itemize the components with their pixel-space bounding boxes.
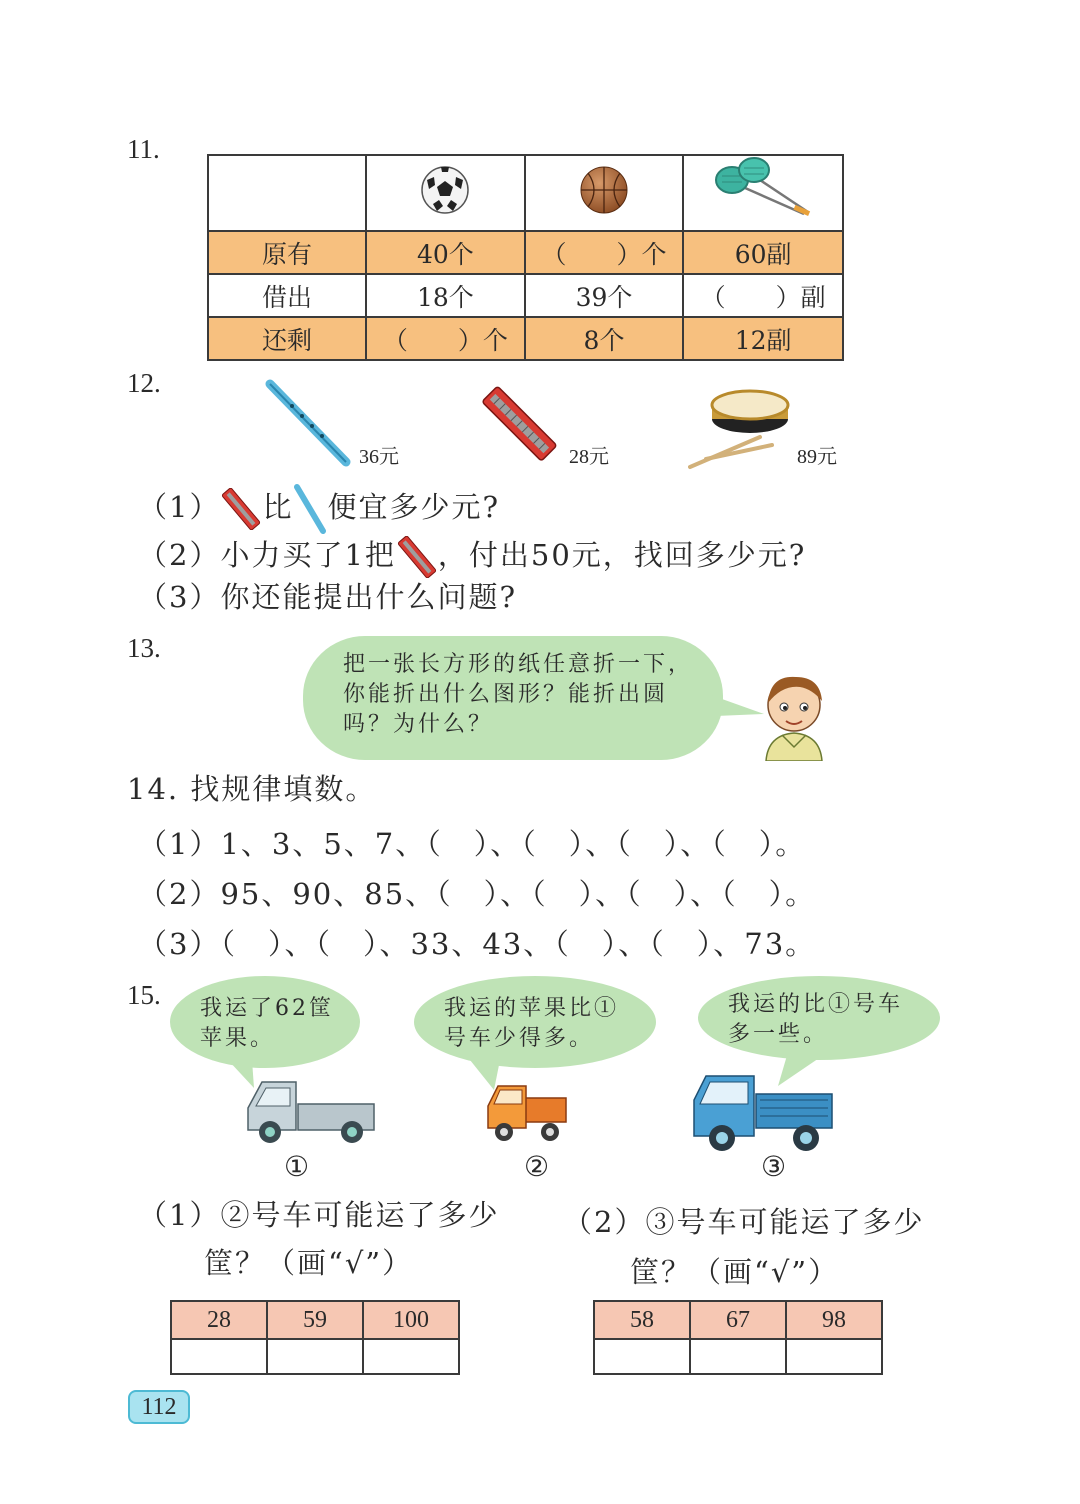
bubble-tail xyxy=(708,690,764,720)
price-label: 89元 xyxy=(797,446,837,468)
q11-cell: （ ）副 xyxy=(683,274,843,317)
page-number: 112 xyxy=(128,1390,190,1424)
truck-1-icon xyxy=(240,1074,378,1146)
q12-line-1-prefix: （1） xyxy=(138,490,221,524)
truck-1-speech-bubble xyxy=(170,976,360,1068)
truck-2-icon xyxy=(484,1078,570,1146)
q15-number: 15. xyxy=(127,980,161,1010)
check-cell[interactable] xyxy=(690,1339,786,1374)
q12-line-2 xyxy=(138,533,806,578)
price-label: 28元 xyxy=(569,446,609,468)
q12-line-1-mid: 比 xyxy=(262,490,294,524)
q11-badminton-cell xyxy=(683,155,843,231)
q11-cell: 39个 xyxy=(525,274,684,317)
bubble-line: 我运的苹果比① xyxy=(444,996,620,1021)
bubble-line: 我运了62筐 xyxy=(200,996,334,1021)
recorder-flute-icon xyxy=(262,378,354,468)
check-cell[interactable] xyxy=(786,1339,882,1374)
q12-line-3: （3）你还能提出什么问题? xyxy=(138,580,517,614)
truck-1-label: ① xyxy=(284,1150,310,1183)
q11-number: 11. xyxy=(127,134,160,164)
q13-speech-bubble xyxy=(303,636,723,760)
harmonica-icon xyxy=(396,536,438,578)
bubble-line: 你能折出什么图形？能折出圆 xyxy=(343,682,669,707)
bubble-line: 吗？为什么？ xyxy=(343,712,494,737)
recorder-flute-icon xyxy=(293,483,327,535)
check-cell[interactable] xyxy=(363,1339,459,1374)
q12-line-1-end: 便宜多少元? xyxy=(327,490,501,524)
q11-cell: 60副 xyxy=(683,231,843,274)
q15-part-1-line-2: 筐？（画“√”） xyxy=(204,1246,414,1280)
q11-row-label-lent: 借出 xyxy=(208,274,366,317)
q12-line-2-prefix: （2）小力买了1把 xyxy=(138,538,396,572)
q13-number: 13. xyxy=(127,633,161,663)
q11-cell: 8个 xyxy=(525,317,684,360)
q11-basketball-cell xyxy=(525,155,684,231)
q11-soccer-cell xyxy=(366,155,525,231)
option-cell: 59 xyxy=(267,1301,363,1339)
truck-2-label: ② xyxy=(524,1150,550,1183)
q14-line-2: （2）95、90、85、（ ）、（ ）、（ ）、（ ）。 xyxy=(138,877,817,911)
truck-3-label: ③ xyxy=(761,1150,787,1183)
option-cell: 67 xyxy=(690,1301,786,1339)
q11-row-label-remaining: 还剩 xyxy=(208,317,366,360)
q15-part-2-line-1: （2）③号车可能运了多少 xyxy=(563,1205,925,1239)
q12-line-2-end: ，付出50元，找回多少元? xyxy=(437,538,807,572)
truck-3-speech-bubble xyxy=(698,976,940,1060)
bubble-line: 号车少得多。 xyxy=(444,1026,595,1051)
truck-2-speech-bubble xyxy=(414,976,656,1068)
check-cell[interactable] xyxy=(267,1339,363,1374)
q11-cell: 12副 xyxy=(683,317,843,360)
q11-cell: （ ）个 xyxy=(525,231,684,274)
bubble-line: 苹果。 xyxy=(200,1026,276,1051)
check-cell[interactable] xyxy=(171,1339,267,1374)
q14-title: 14. 找规律填数。 xyxy=(127,772,377,806)
check-cell[interactable] xyxy=(594,1339,690,1374)
q11-cell: 40个 xyxy=(366,231,525,274)
harmonica-icon xyxy=(478,382,558,468)
q12-line-1 xyxy=(138,483,500,535)
q11-cell: （ ）个 xyxy=(366,317,525,360)
bubble-line: 多一些。 xyxy=(728,1022,829,1047)
q14-line-3: （3）（ ）、（ ）、33、43、（ ）、（ ）、73。 xyxy=(138,927,817,961)
soccer-ball-icon xyxy=(419,164,471,216)
q11-corner-cell xyxy=(208,155,366,231)
q15-part-2-line-2: 筐？（画“√”） xyxy=(630,1255,840,1289)
harmonica-icon xyxy=(220,488,262,530)
bubble-line: 我运的比①号车 xyxy=(728,992,904,1017)
q15-options-table-2 xyxy=(593,1300,883,1375)
q15-options-table-1 xyxy=(170,1300,460,1375)
basketball-icon xyxy=(578,164,630,216)
badminton-rackets-icon xyxy=(708,156,818,224)
q11-row-label-original: 原有 xyxy=(208,231,366,274)
q15-part-1-line-1: （1）②号车可能运了多少 xyxy=(138,1198,500,1232)
drum-icon xyxy=(688,375,796,473)
q11-cell: 18个 xyxy=(366,274,525,317)
boy-character-icon xyxy=(760,665,828,761)
bubble-line: 把一张长方形的纸任意折一下， xyxy=(343,652,694,677)
q11-table xyxy=(207,154,844,361)
option-cell: 98 xyxy=(786,1301,882,1339)
price-label: 36元 xyxy=(359,446,399,468)
option-cell: 100 xyxy=(363,1301,459,1339)
q12-number: 12. xyxy=(127,368,161,398)
truck-3-icon xyxy=(690,1070,836,1156)
option-cell: 28 xyxy=(171,1301,267,1339)
q14-line-1: （1）1、3、5、7、（ ）、（ ）、（ ）、（ ）。 xyxy=(138,827,807,861)
option-cell: 58 xyxy=(594,1301,690,1339)
